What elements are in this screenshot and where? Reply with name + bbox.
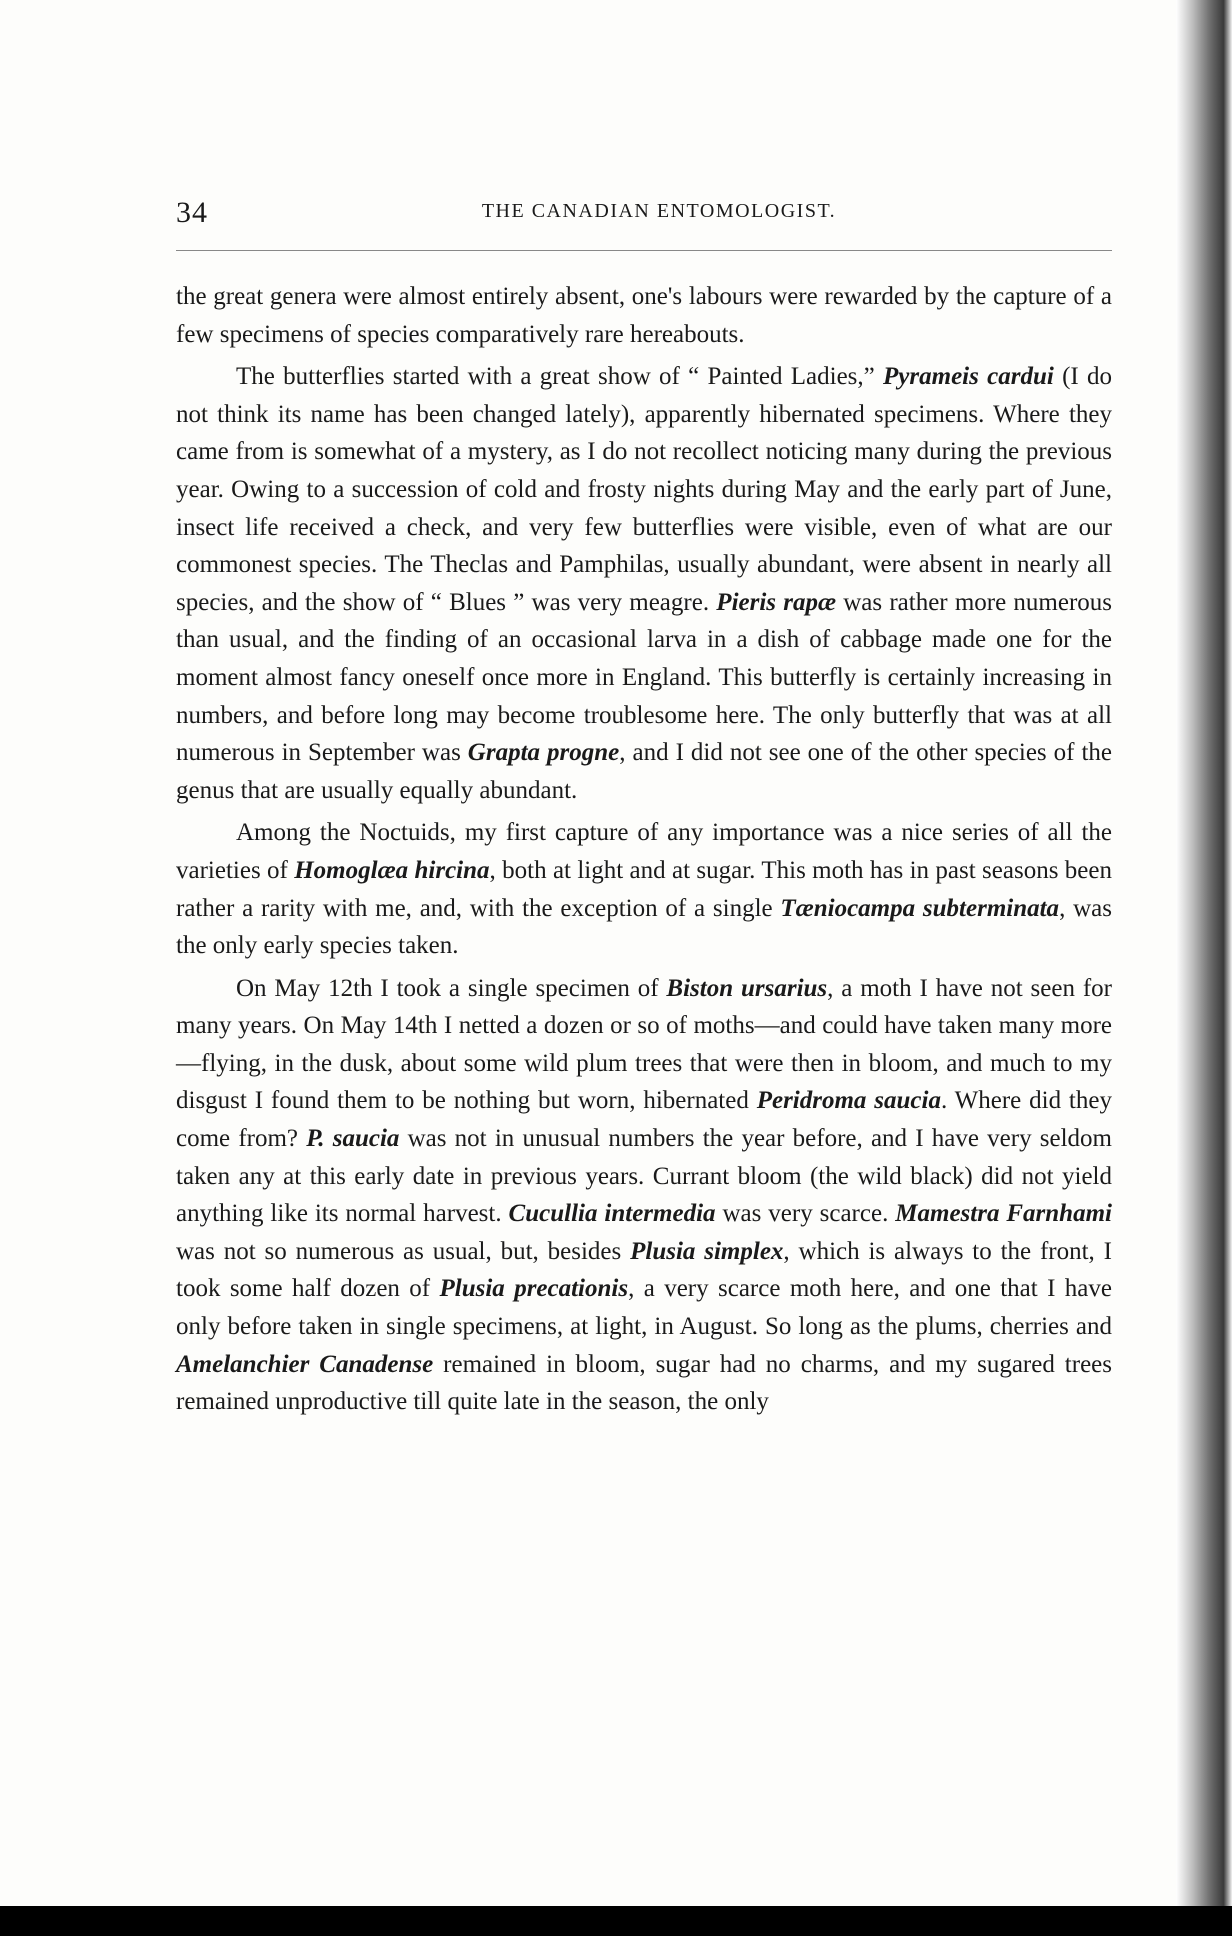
species-name: Peridroma saucia: [756, 1087, 941, 1115]
paragraph: Among the Noctuids, my first capture of any importance was a nice series of all the varieties of Homoglæa hircina, both at light and at sugar. This moth has in past seasons been rather a rarity with me, and, with the exception of a single Tæniocampa subterminata, was the only early species taken.: [176, 819, 1112, 960]
species-name: Pieris rapæ: [716, 588, 837, 616]
species-name: Amelanchier Canadense: [176, 1350, 434, 1378]
species-name: P. saucia: [306, 1125, 400, 1153]
paragraph: On May 12th I took a single specimen of Biston ursarius, a moth I have not seen for many years. On May 14th I netted a dozen or so of moths—and could have taken many more—flying, in the dusk, about some wild plum trees that were then in bloom, and much to my disgust I found them to be nothing but worn, hibernated Peridroma saucia. Where did they come from? P. saucia was not in unusual numbers the year before, and I have very seldom taken any at this early date in previous years. Currant bloom (the wild black) did not yield anything like its normal harvest. Cucullia intermedia was very scarce. Mamestra Farnhami was not so numerous as usual, but, besides Plusia simplex, which is always to the front, I took some half dozen of Plusia precationis, a very scarce moth here, and one that I have only before taken in single specimens, at light, in August. So long as the plums, cherries and Amelanchier Canadense remained in bloom, sugar had no charms, and my sugared trees remained unproductive till quite late in the season, the only: [176, 974, 1112, 1416]
page-header: [176, 196, 1112, 228]
page-number: 34: [176, 196, 208, 229]
species-name: Homoglæa hircina: [294, 856, 490, 884]
species-name: Grapta progne: [467, 739, 620, 767]
body-text: [176, 278, 1112, 1421]
page-edge-shadow: [1176, 0, 1232, 1908]
paragraph: the great genera were almost entirely absent, one's labours were rewarded by the capture of a few specimens of species comparatively rare hereabouts.: [176, 283, 1112, 348]
scan-border: [0, 1906, 1232, 1936]
species-name: Tæniocampa subterminata: [780, 894, 1060, 922]
species-name: Mamestra Farnhami: [895, 1200, 1112, 1228]
species-name: Biston ursarius: [666, 974, 828, 1002]
header-rule: [176, 250, 1112, 251]
species-name: Plusia simplex: [630, 1237, 784, 1265]
running-title: THE CANADIAN ENTOMOLOGIST.: [481, 200, 837, 222]
paragraph: The butterflies started with a great show of “ Painted Ladies,” Pyrameis cardui (I do not think its name has been changed lately), apparently hibernated specimens. Where they came from is somewhat of a mystery, as I do not recollect noticing many during the previous year. Owing to a succession of cold and frosty nights during May and the early part of June, insect life received a check, and very few butterflies were visible, even of what are our commonest species. The Theclas and Pamphilas, usually abundant, were absent in nearly all species, and the show of “ Blues ” was very meagre. Pieris rapæ was rather more numerous than usual, and the finding of an occasional larva in a dish of cabbage made one for the moment almost fancy oneself once more in England. This butterfly is certainly increasing in numbers, and before long may become troublesome here. The only butterfly that was at all numerous in September was Grapta progne, and I did not see one of the other species of the genus that are usually equally abundant.: [176, 363, 1113, 804]
species-name: Pyrameis cardui: [883, 363, 1054, 391]
species-name: Cucullia intermedia: [508, 1200, 716, 1228]
species-name: Plusia precationis: [439, 1275, 629, 1303]
